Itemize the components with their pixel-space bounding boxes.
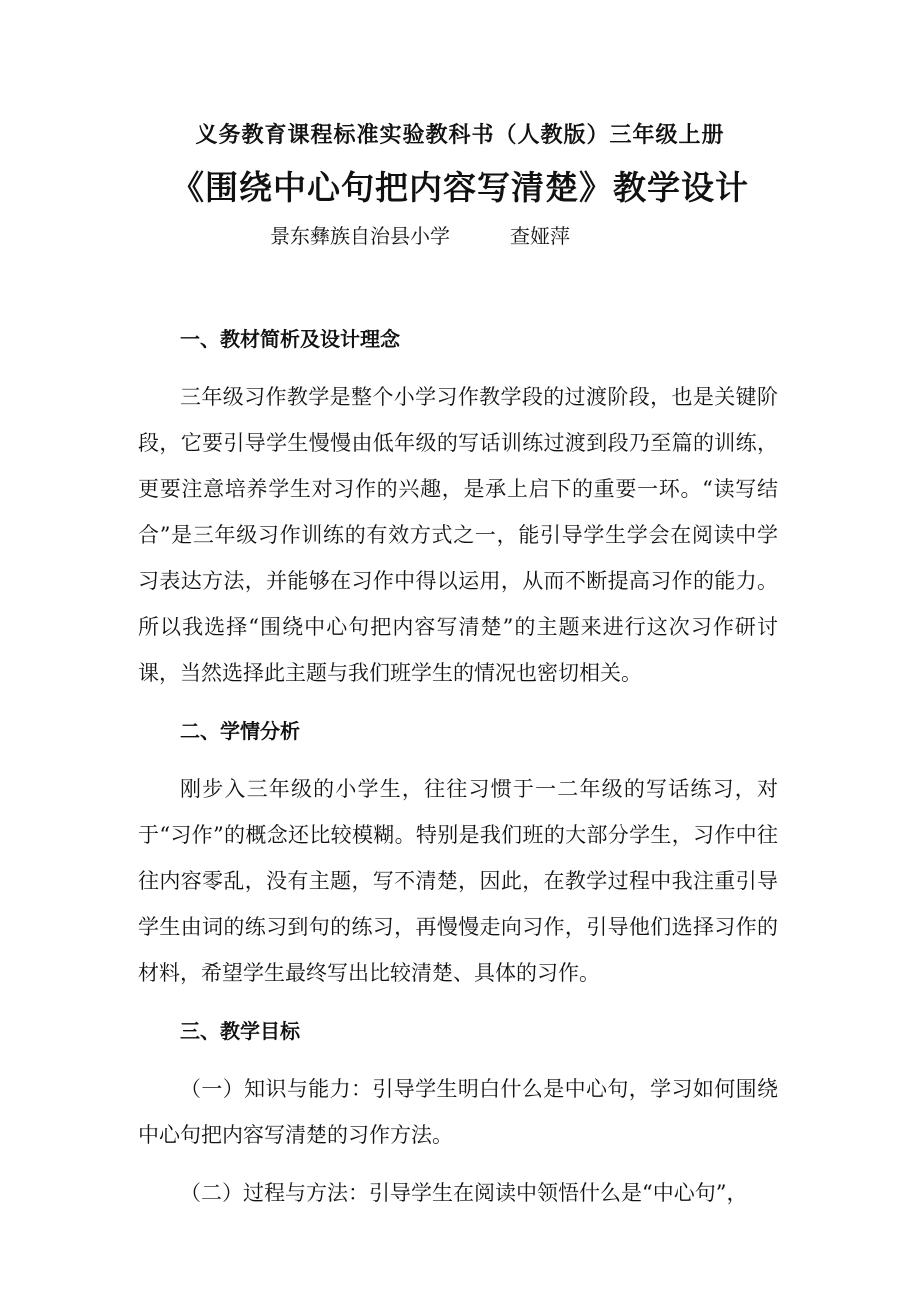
document-title: 《围绕中心句把内容写清楚》教学设计	[171, 168, 749, 207]
section-heading-3: 三、教学目标	[180, 1019, 300, 1043]
objective-item-1: （一）知识与能力：引导学生明白什么是中心句，学习如何围绕中心句把内容写清楚的习作方法。	[138, 1077, 778, 1147]
section-heading-2: 二、学情分析	[180, 719, 300, 743]
section-heading-1: 一、教材简析及设计理念	[180, 327, 400, 351]
author-line: 景东彝族自治县小学 查娅萍	[270, 224, 570, 248]
section-paragraph-2: 刚步入三年级的小学生，往往习惯于一二年级的写话练习，对于“习作”的概念还比较模糊。特别是我们班的大部分学生，习作中往往内容零乱，没有主题，写不清楚，因此，在教学过程中我注重引导学生由词的练习到句的练习，再慢慢走向习作，引导他们选择习作的材料，希望学生最终写出比较清楚、具体的习作。	[138, 777, 778, 985]
section-paragraph-1: 三年级习作教学是整个小学习作教学段的过渡阶段，也是关键阶段，它要引导学生慢慢由低年级的写话训练过渡到段乃至篇的训练，更要注意培养学生对习作的兴趣，是承上启下的重要一环。“读写结合”是三年级习作训练的有效方式之一，能引导学生学会在阅读中学习表达方法，并能够在习作中得以运用，从而不断提高习作的能力。所以我选择“围绕中心句把内容写清楚”的主题来进行这次习作研讨课，当然选择此主题与我们班学生的情况也密切相关。	[138, 385, 778, 685]
document-body	[138, 316, 778, 1228]
document-subtitle: 义务教育课程标准实验教科书（人教版）三年级上册	[195, 123, 725, 148]
objective-item-2: （二）过程与方法：引导学生在阅读中领悟什么是“中心句”，	[180, 1181, 748, 1205]
